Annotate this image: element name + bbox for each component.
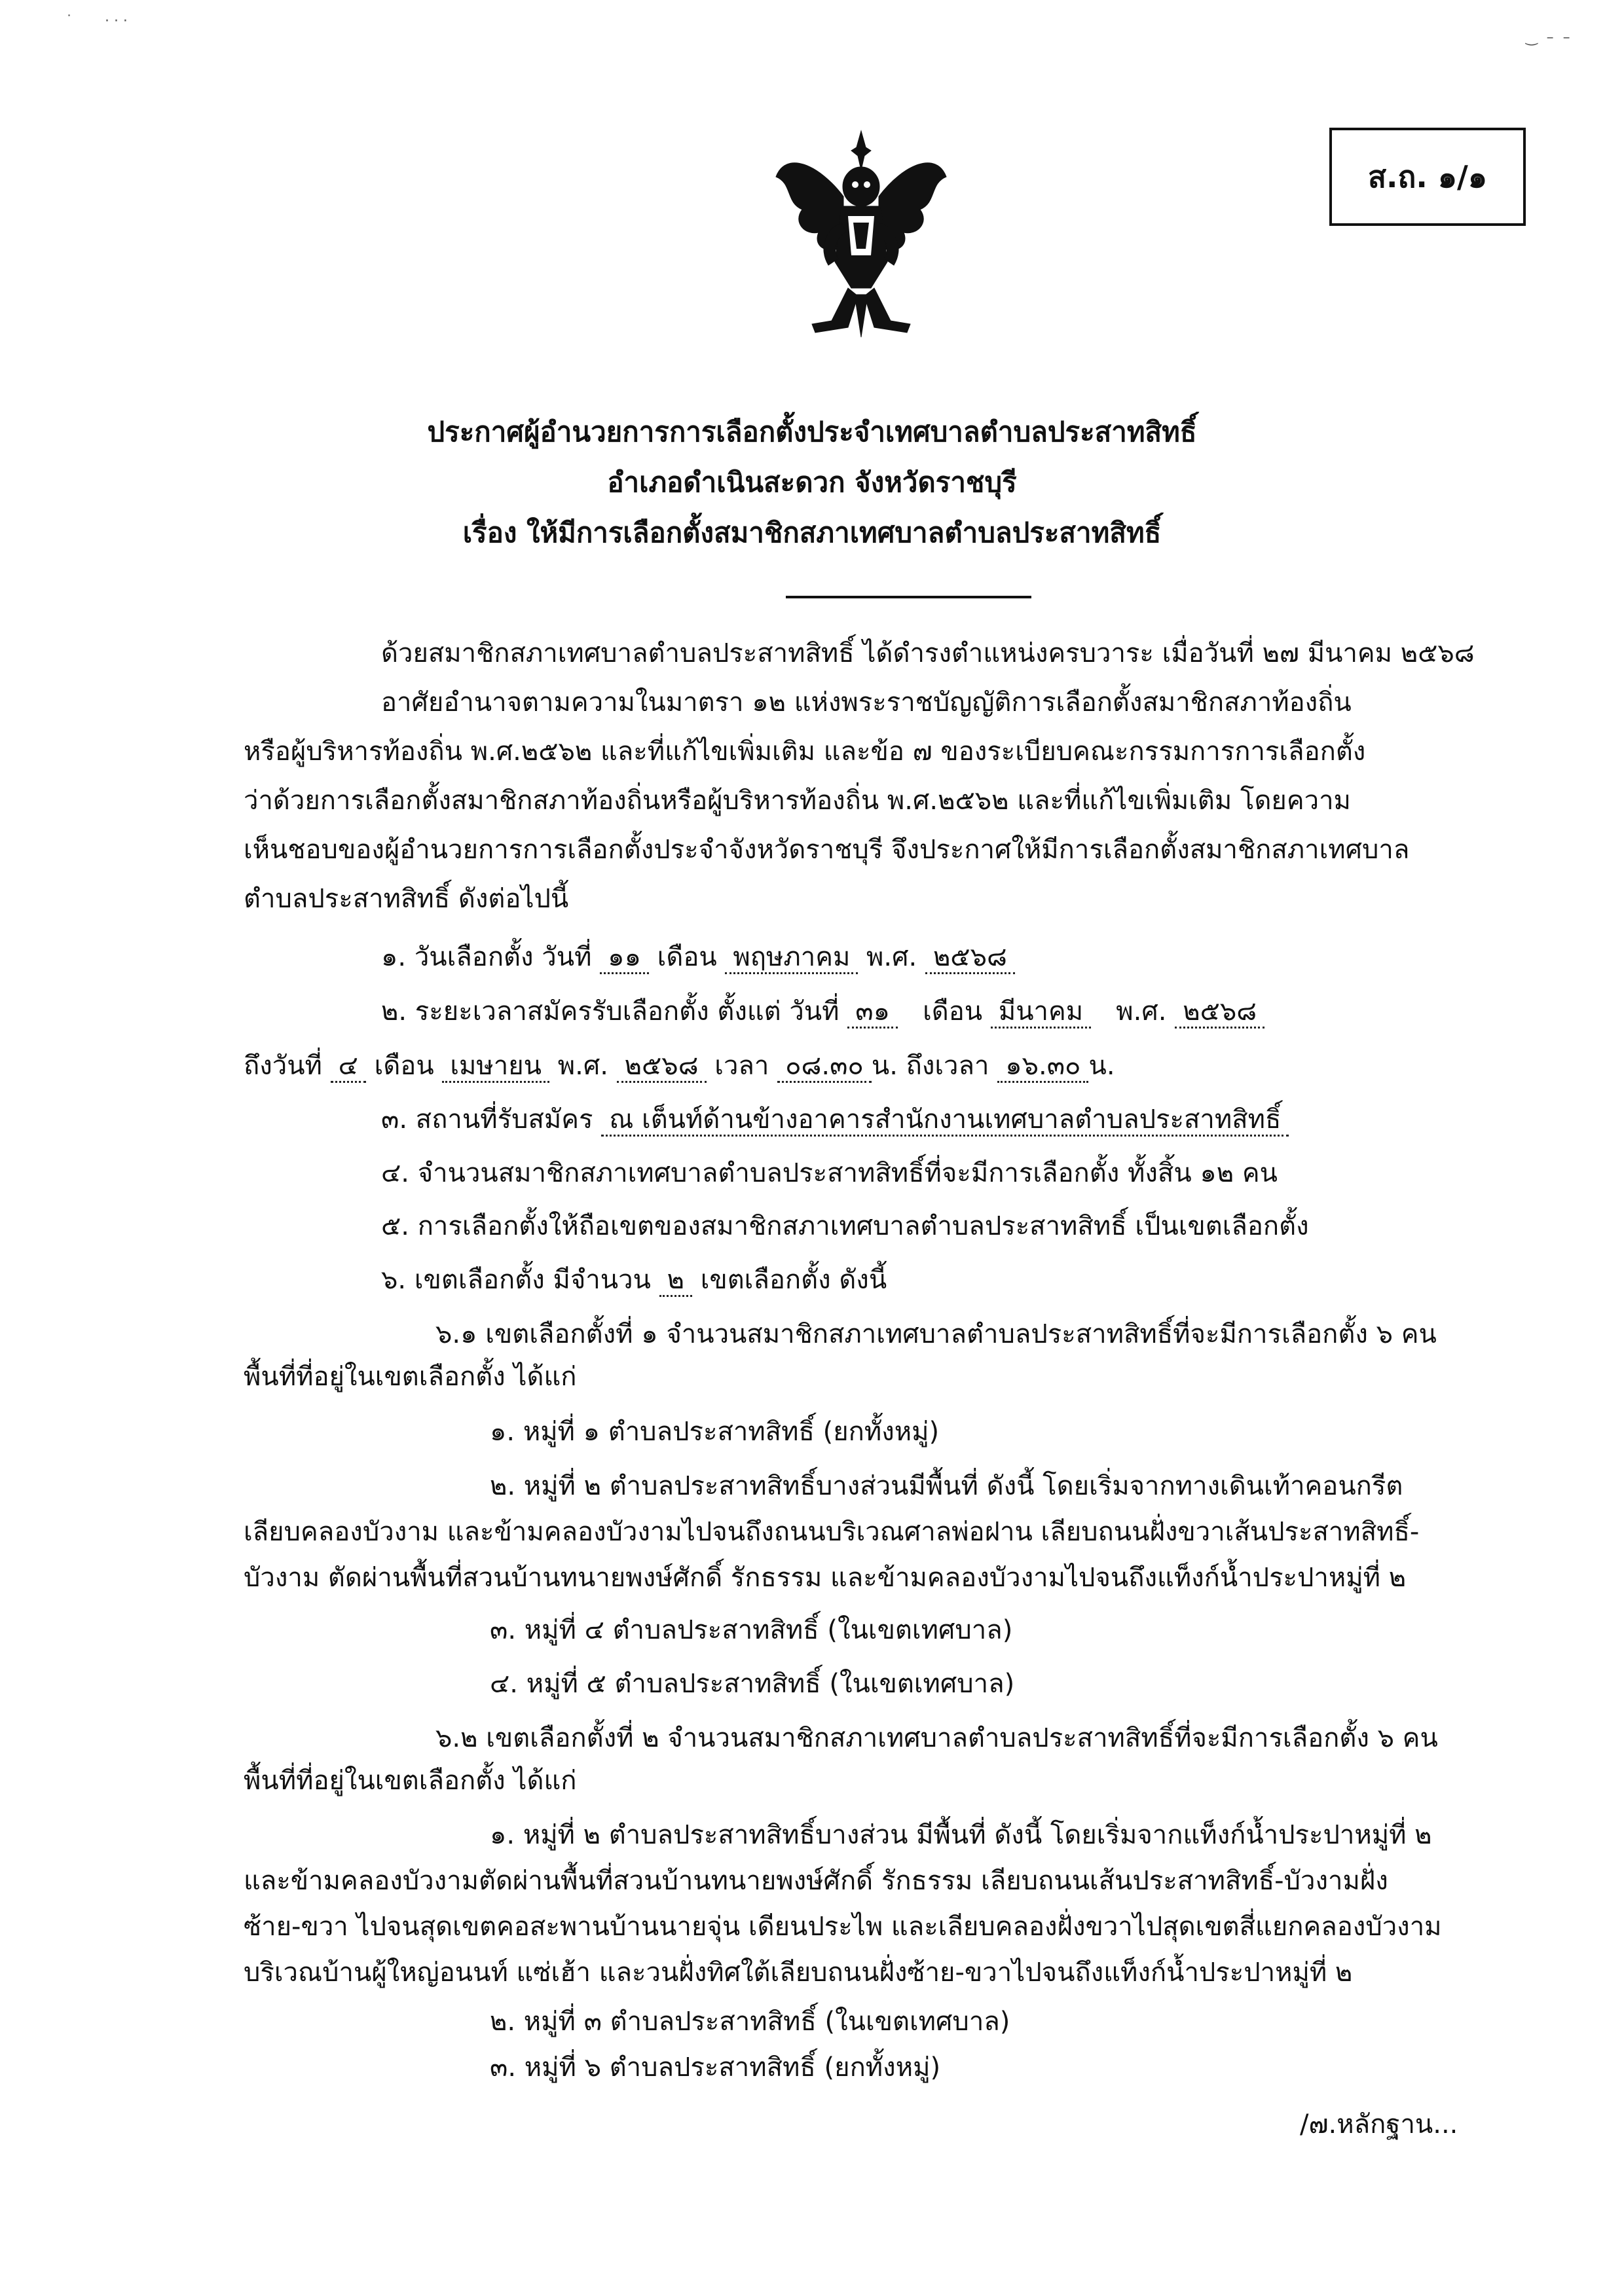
zone-1-area-label: พื้นที่ที่อยู่ในเขตเลือกตั้ง ได้แก่ [244,1362,577,1392]
item-3-label: ๓. สถานที่รับสมัคร [381,1104,593,1135]
item-6-label: ๖. เขตเลือกตั้ง มีจำนวน [381,1265,651,1295]
election-year: ๒๕๖๘ [925,942,1015,974]
item-1-label: ๑. วันเลือกตั้ง วันที่ [381,942,592,972]
from-year: ๒๕๖๘ [1175,996,1264,1029]
year-label: พ.ศ. [1116,996,1167,1027]
scan-specks-right: ‿ – – [1526,29,1570,46]
item-3-application-place [381,1100,1289,1139]
zone-1-village-1: ๑. หมู่ที่ ๑ ตำบลประสาทสิทธิ์ (ยกทั้งหมู่) [490,1417,940,1447]
month-label: เดือน [374,1051,434,1081]
zone-2-village-2: ๒. หมู่ที่ ๓ ตำบลประสาทสิทธิ์ (ในเขตเทศบาล) [490,2007,1010,2037]
item-2-application-period-end [244,1046,1115,1085]
item-6-suffix: เขตเลือกตั้ง ดังนี้ [700,1265,887,1295]
zone-1-village-2-line-2: เลียบคลองบัวงาม และข้ามคลองบัวงามไปจนถึงถนนบริเวณศาลพ่อฝาน เลียบถนนฝั่งขวาเส้นประสาทสิทธิ์- [244,1517,1420,1547]
item-1-election-date [381,938,1015,977]
title-line-1: ประกาศผู้อำนวยการการเลือกตั้งประจำเทศบาลตำบลประสาทสิทธิ์ [427,416,1197,448]
month-label: เดือน [923,996,983,1027]
zone-2-village-1-line-3: ซ้าย-ขวา ไปจนสุดเขตคอสะพานบ้านนายจุ่น เดียนประไพ และเลียบคลองฝั่งขวาไปสุดเขตสี่แยกคลองบัวงาม [244,1912,1442,1942]
to-label: ถึงวันที่ [244,1051,322,1081]
month-label: เดือน [657,942,717,972]
preamble-line-2: อาศัยอำนาจตามความในมาตรา ๑๒ แห่งพระราชบัญญัติการเลือกตั้งสมาชิกสภาท้องถิ่น [381,687,1352,718]
from-day: ๓๑ [847,996,898,1029]
from-month: มีนาคม [991,996,1091,1029]
zone-1-village-4: ๔. หมู่ที่ ๕ ตำบลประสาทสิทธิ์ (ในเขตเทศบาล) [490,1669,1015,1699]
year-label: พ.ศ. [866,942,917,972]
zone-2-village-3: ๓. หมู่ที่ ๖ ตำบลประสาทสิทธิ์ (ยกทั้งหมู่) [490,2052,941,2083]
item-2-application-period [381,992,1264,1031]
title-divider [786,596,1031,598]
preamble-line-1: ด้วยสมาชิกสภาเทศบาลตำบลประสาทสิทธิ์ ได้ดำรงตำแหน่งครบวาระ เมื่อวันที่ ๒๗ มีนาคม ๒๕๖๘ [381,638,1475,668]
zone-2-village-1-line-4: บริเวณบ้านผู้ใหญ่อนนท์ แซ่เฮ้า และวนฝั่งทิศใต้เลียบถนนฝั่งซ้าย-ขวาไปจนถึงแท็งก์น้ำประปาหมู่ที่ ๒ [244,1958,1353,1988]
zone-1-village-3: ๓. หมู่ที่ ๔ ตำบลประสาทสิทธิ์ (ในเขตเทศบาล) [490,1615,1013,1645]
scan-specks-left: ˙ · · · [65,13,128,29]
form-code-box [1329,128,1526,226]
time-label: เวลา [714,1051,769,1081]
item-4-member-count: ๔. จำนวนสมาชิกสภาเทศบาลตำบลประสาทสิทธิ์ที่จะมีการเลือกตั้ง ทั้งสิ้น ๑๒ คน [381,1158,1278,1188]
zone-1-village-2-line-1: ๒. หมู่ที่ ๒ ตำบลประสาทสิทธิ์บางส่วนมีพื้นที่ ดังนี้ โดยเริ่มจากทางเดินเท้าคอนกรีต [490,1471,1403,1501]
to-month: เมษายน [442,1051,549,1083]
form-code: ส.ถ. ๑/๑ [1367,158,1488,194]
item-2-label: ๒. ระยะเวลาสมัครรับเลือกตั้ง ตั้งแต่ วันที่ [381,996,840,1027]
application-place: ณ เต็นท์ด้านข้างอาคารสำนักงานเทศบาลตำบลประสาทสิทธิ์ [601,1104,1289,1137]
zone-2-village-1-line-1: ๑. หมู่ที่ ๒ ตำบลประสาทสิทธิ์บางส่วน มีพื้นที่ ดังนี้ โดยเริ่มจากแท็งก์น้ำประปาหมู่ที่ ๒ [490,1820,1432,1850]
election-month: พฤษภาคม [725,942,858,974]
item-6-zone-count [381,1260,887,1300]
time-unit: น. [1088,1051,1115,1081]
title-line-2: อำเภอดำเนินสะดวก จังหวัดราชบุรี [607,466,1017,498]
zone-2-header: ๖.๒ เขตเลือกตั้งที่ ๒ จำนวนสมาชิกสภาเทศบาลตำบลประสาทสิทธิ์ที่จะมีการเลือกตั้ง ๖ คน [435,1723,1438,1753]
zone-2-area-label: พื้นที่ที่อยู่ในเขตเลือกตั้ง ได้แก่ [244,1766,577,1796]
time-unit: น. [871,1051,898,1081]
title-line-3: เรื่อง ให้มีการเลือกตั้งสมาชิกสภาเทศบาลตำบลประสาทสิทธิ์ [462,517,1162,549]
until-time-label: ถึงเวลา [906,1051,989,1081]
to-year: ๒๕๖๘ [617,1051,707,1083]
continuation-marker: /๗.หลักฐาน... [1300,2109,1458,2140]
preamble-line-6: ตำบลประสาทสิทธิ์ ดังต่อไปนี้ [244,884,569,914]
zone-1-header: ๖.๑ เขตเลือกตั้งที่ ๑ จำนวนสมาชิกสภาเทศบาลตำบลประสาทสิทธิ์ที่จะมีการเลือกตั้ง ๖ คน [435,1319,1437,1349]
year-label: พ.ศ. [557,1051,608,1081]
item-5-zone-basis: ๕. การเลือกตั้งให้ถือเขตของสมาชิกสภาเทศบาลตำบลประสาทสิทธิ์ เป็นเขตเลือกตั้ง [381,1211,1309,1241]
time-from: ๐๘.๓๐ [777,1051,872,1083]
preamble-line-3: หรือผู้บริหารท้องถิ่น พ.ศ.๒๕๖๒ และที่แก้ไขเพิ่มเติม และข้อ ๗ ของระเบียบคณะกรรมการการเลือกตั้ง [244,737,1366,767]
zone-2-village-1-line-2: และข้ามคลองบัวงามตัดผ่านพื้นที่สวนบ้านทนายพงษ์ศักดิ์ รักธรรม เลียบถนนเส้นประสาทสิทธิ์-บัวงามฝั่ง [244,1866,1388,1896]
to-day: ๔ [331,1051,366,1083]
garuda-emblem-icon [766,124,956,340]
preamble-line-5: เห็นชอบของผู้อำนวยการการเลือกตั้งประจำจังหวัดราชบุรี จึงประกาศให้มีการเลือกตั้งสมาชิกสภาเทศบาล [244,835,1410,865]
time-to: ๑๖.๓๐ [997,1051,1088,1083]
election-day: ๑๑ [600,942,649,974]
zone-count: ๒ [659,1265,692,1297]
preamble-line-4: ว่าด้วยการเลือกตั้งสมาชิกสภาท้องถิ่นหรือผู้บริหารท้องถิ่น พ.ศ.๒๕๖๒ และที่แก้ไขเพิ่มเติม โดยความ [244,786,1351,816]
zone-1-village-2-line-3: บัวงาม ตัดผ่านพื้นที่สวนบ้านทนายพงษ์ศักดิ์ รักธรรม และข้ามคลองบัวงามไปจนถึงแท็งก์น้ำประปาหมู่ที่ ๒ [244,1563,1407,1593]
